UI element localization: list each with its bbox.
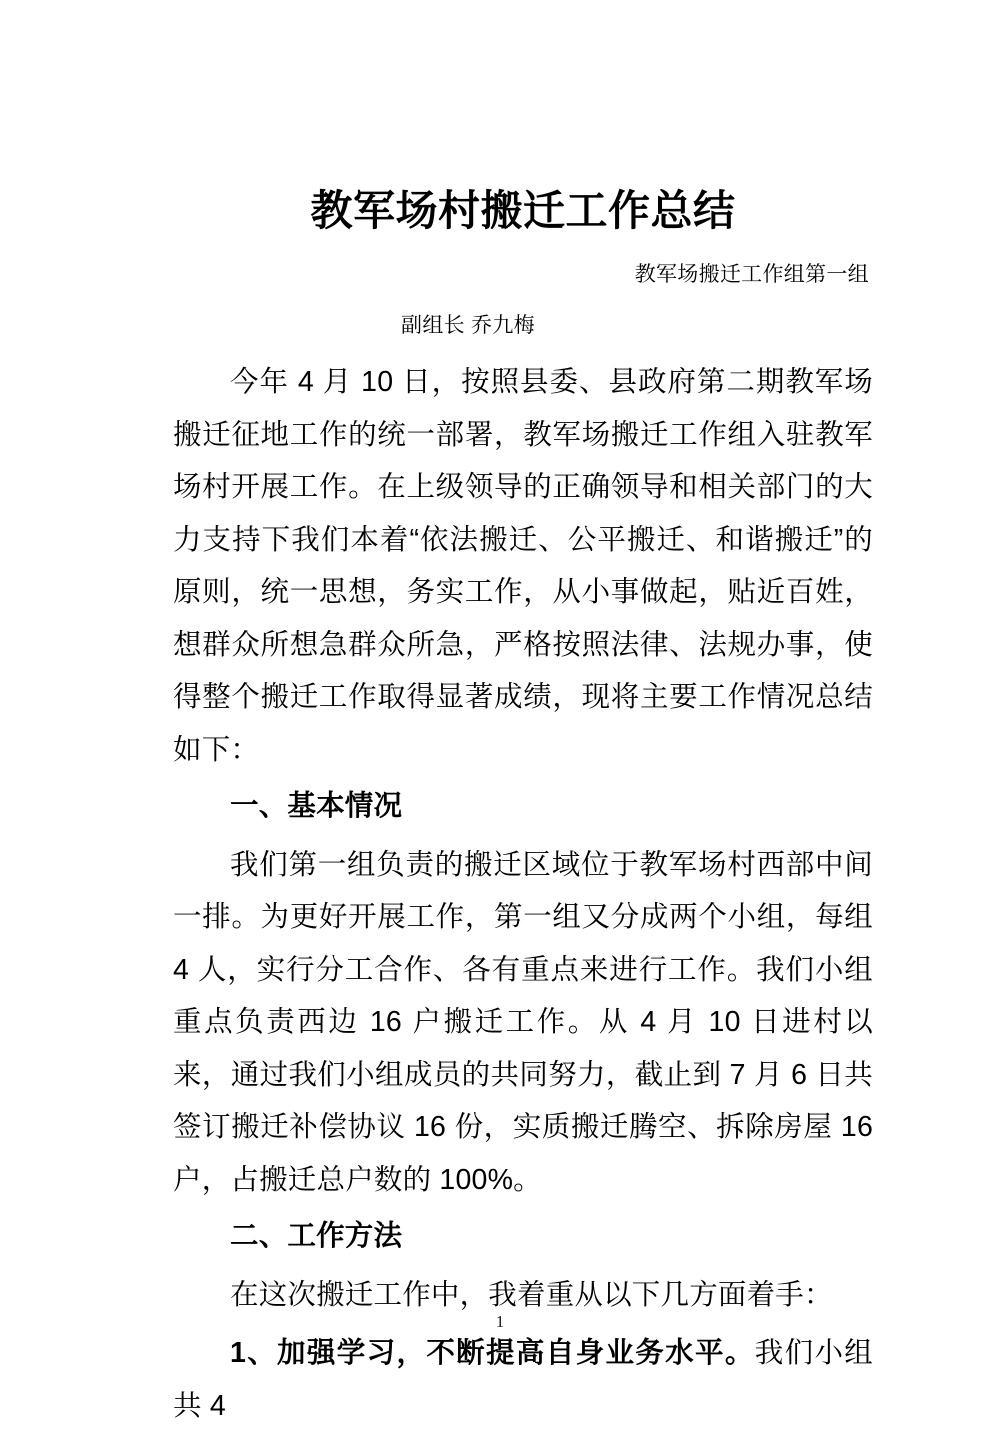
paragraph-intro: 今年 4 月 10 日，按照县委、县政府第二期教军场搬迁征地工作的统一部署，教军场搬迁工作组入驻教军场村开展工作。在上级领导的正确领导和相关部门的大力支持下我们本着“依法搬迁、公平搬迁、和谐搬迁”的原则，统一思想，务实工作，从小事做起，贴近百姓，想群众所想急群众所急，严格按照法律、法规办事，使得整个搬迁工作取得显著成绩，现将主要工作情况总结如下： bbox=[173, 366, 873, 766]
paragraph-item-one bbox=[173, 1327, 873, 1432]
heading-section-two: 二、工作方法 bbox=[230, 1220, 403, 1253]
item-one-bold-lead: 1、加强学习，不断提高自身业务水平。 bbox=[230, 1337, 755, 1370]
byline bbox=[173, 259, 873, 342]
item-one-remainder: 我们小组共 4 bbox=[173, 1337, 873, 1422]
heading-section-one: 一、基本情况 bbox=[230, 790, 403, 823]
byline-organization: 教军场搬迁工作组第一组 bbox=[634, 263, 869, 287]
paragraph-section-one-body: 我们第一组负责的搬迁区域位于教军场村西部中间一排。为更好开展工作，第一组又分成两个小组，每组 4 人，实行分工合作、各有重点来进行工作。我们小组重点负责西边 16 户搬迁工作。从 4 月 10 日进村以来，通过我们小组成员的共同努力，截止到 7 月 6 日共签订搬迁补偿协议 16 份，实质搬迁腾空、拆除房屋 16 户，占搬迁总户数的 100%。 bbox=[173, 848, 873, 1196]
page-title: 教军场村搬迁工作总结 bbox=[310, 187, 736, 234]
document-body bbox=[173, 0, 873, 1432]
byline-role-and-name: 副组长 乔九梅 bbox=[401, 313, 535, 337]
paragraph-section-two-intro: 在这次搬迁工作中，我着重从以下几方面着手： bbox=[230, 1278, 833, 1311]
page-number: 1 bbox=[495, 1312, 505, 1331]
